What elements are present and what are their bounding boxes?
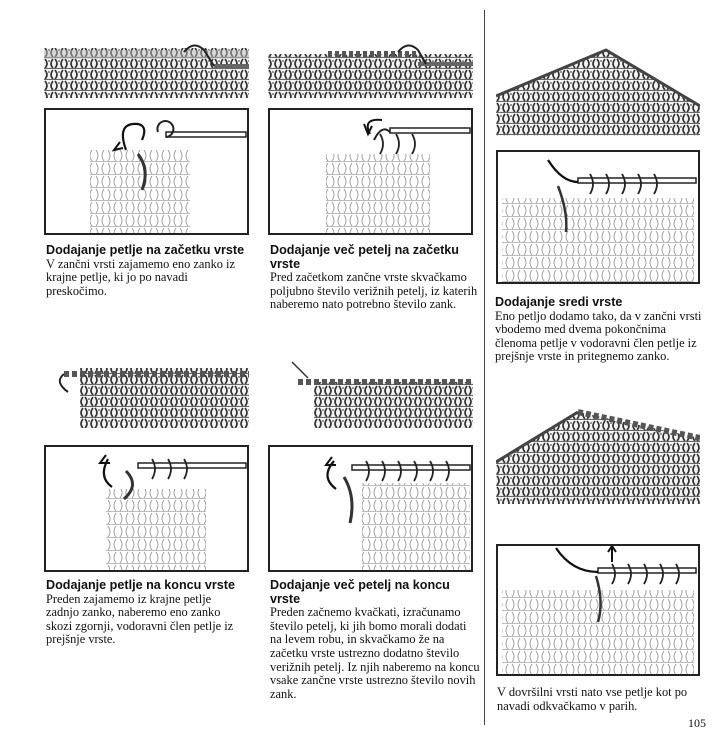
section-start-several — [270, 244, 480, 312]
section-body: Preden začnemo kvačkati, izračunamo število petelj, ki jih bomo morali dodati na levem robu, in skvačkamo že na začetku vrste ustrezno dodatno število verižnih petelj. Iz njih naberemo na koncu vsake zančne vrste ustrezno število novih zank. — [270, 605, 480, 701]
knitting-photo-start-loop — [44, 36, 249, 98]
section-middle — [495, 296, 705, 364]
knitting-photo-middle — [496, 36, 700, 136]
diagram-final-row — [496, 544, 700, 676]
knitting-photo-end-loop — [44, 352, 249, 428]
section-end-loop — [46, 579, 246, 647]
section-body: V zančni vrsti zajamemo eno zanko iz krajne petlje, ki jo po navadi preskočimo. — [46, 256, 235, 298]
section-title: Dodajanje petlje na koncu vrste — [46, 578, 235, 592]
section-body: Pred začetkom zančne vrste skvačkamo poljubno število verižnih petelj, iz katerih naberemo nato potrebno število zank. — [270, 270, 478, 312]
knitting-photo-start-several — [268, 36, 473, 98]
diagram-start-several — [268, 108, 473, 235]
section-end-several — [270, 579, 480, 701]
section-body: Eno petljo dodamo tako, da v zančni vrsti vbodemo med dvema pokončnima členoma petlje v vodoravni člen petlje iz prejšnje vrste in pritegnemo zanko. — [495, 308, 702, 364]
section-title: Dodajanje več petelj na koncu vrste — [270, 578, 450, 606]
knitting-photo-end-several — [268, 352, 473, 428]
diagram-middle — [496, 150, 700, 284]
section-title: Dodajanje več petelj na začetku vrste — [270, 243, 459, 271]
section-body: Preden zajamemo iz krajne petlje zadnjo zanko, naberemo eno zanko skozi zgornji, vodoravni člen petlje iz prejšnje vrste. — [46, 591, 234, 647]
section-title: Dodajanje sredi vrste — [495, 295, 623, 309]
knitting-photo-final-row — [496, 398, 700, 504]
final-note-text: V dovršilni vrsti nato vse petlje kot po navadi odkvačkamo v parih. — [497, 685, 688, 713]
section-start-loop — [46, 244, 246, 298]
section-title: Dodajanje petlje na začetku vrste — [46, 243, 245, 257]
final-note — [497, 686, 702, 713]
diagram-start-loop — [44, 108, 249, 235]
diagram-end-several — [268, 445, 473, 572]
page-number: 105 — [688, 716, 706, 730]
column-divider — [484, 10, 485, 725]
diagram-end-loop — [44, 445, 249, 572]
